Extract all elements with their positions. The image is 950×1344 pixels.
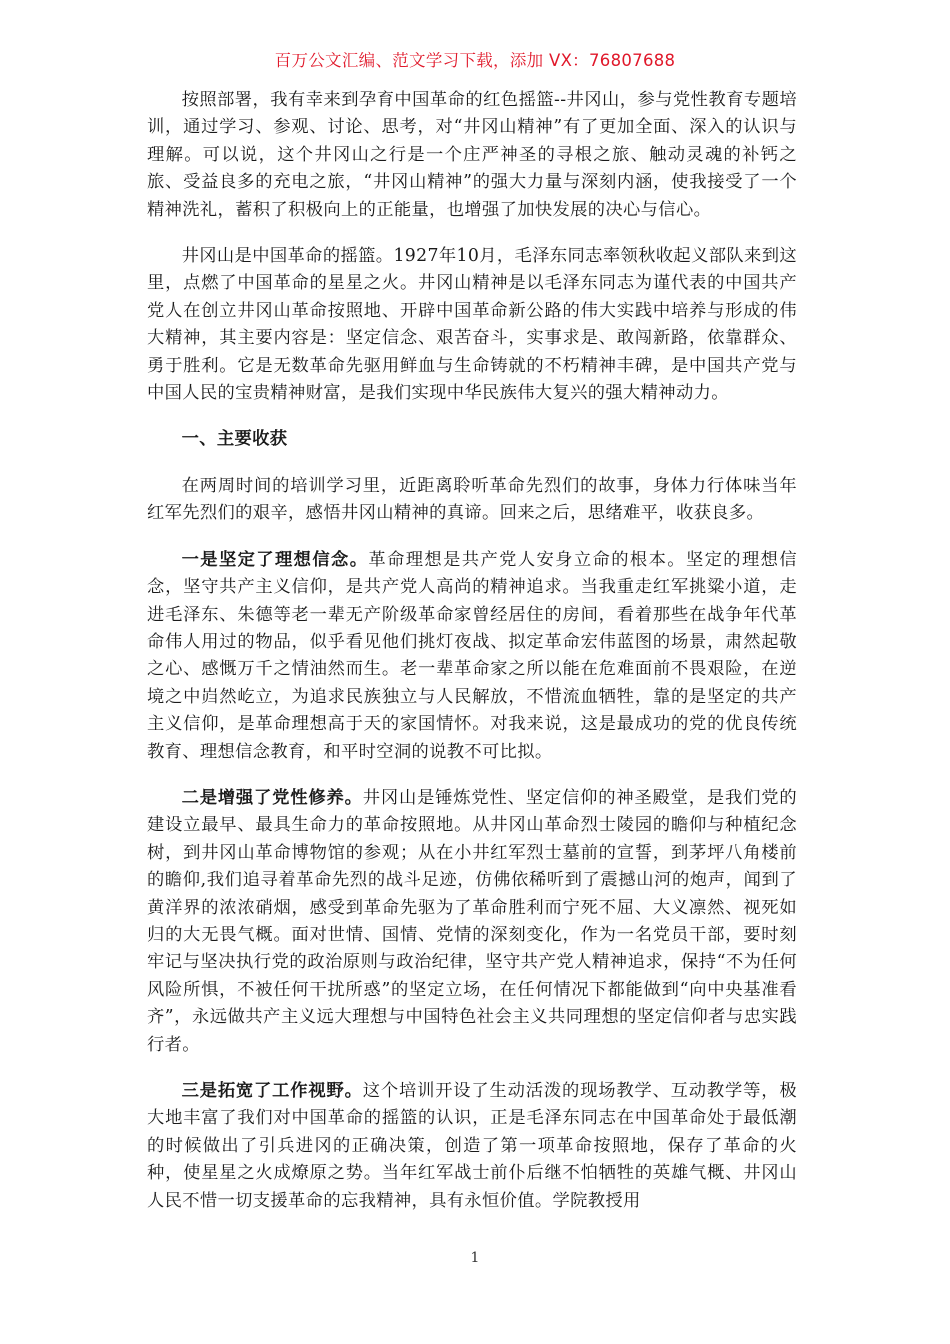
point-one-body: 革命理想是共产党人安身立命的根本。坚定的理想信念，坚守共产主义信仰，是共产党人高尚的精神追求。当我重走红军挑粱小道，走进毛泽东、朱德等老一辈无产阶级革命家曾经居住的房间，看着那些在战争年代革命伟人用过的物品，似乎看见他们挑灯夜战、拟定革命宏伟蓝图的场景，肃然起敬之心、感慨万千之情油然而生。老一辈革命家之所以能在危难面前不畏艰险，在逆境之中岿然屹立，为追求民族独立与人民解放，不惜流血牺牲，靠的是坚定的共产主义信仰，是革命理想高于天的家国情怀。对我来说，这是最成功的党的优良传统教育、理想信念教育，和平时空洞的说教不可比拟。: [147, 549, 797, 762]
point-three-lead: 三是拓宽了工作视野。: [181, 1081, 363, 1101]
document-body: [147, 87, 797, 1234]
background-paragraph: 井冈山是中国革命的摇篮。1927年10月，毛泽东同志率领秋收起义部队来到这里，点燃了中国革命的星星之火。井冈山精神是以毛泽东同志为谨代表的中国共产党人在创立井冈山革命按照地、开辟中国革命新公路的伟大实践中培养与形成的伟大精神，其主要内容是：坚定信念、艰苦奋斗，实事求是、敢闯新路，依靠群众、勇于胜利。它是无数革命先驱用鲜血与生命铸就的不朽精神丰碑，是中国共产党与中国人民的宝贵精神财富，是我们实现中华民族伟大复兴的强大精神动力。: [147, 246, 797, 404]
intro-paragraph: 按照部署，我有幸来到孕育中国革命的红色摇篮--井冈山，参与党性教育专题培训，通过学习、参观、讨论、思考，对“井冈山精神”有了更加全面、深入的认识与理解。可以说，这个井冈山之行是一个庄严神圣的寻根之旅、触动灵魂的补钙之旅、受益良多的充电之旅，“井冈山精神”的强大力量与深刻内涵，使我接受了一个精神洗礼，蓄积了积极向上的正能量，也增强了加快发展的决心与信心。: [147, 90, 797, 220]
page-number: 1: [470, 1250, 480, 1266]
point-two-body: 井冈山是锤炼党性、坚定信仰的神圣殿堂，是我们党的建设立最早、最具生命力的革命按照地。从井冈山革命烈士陵园的瞻仰与种植纪念树，到井冈山革命博物馆的参观；从在小井红军烈士墓前的宣誓，到茅坪八角楼前的瞻仰,我们追寻着革命先烈的战斗足迹，仿佛依稀听到了震撼山河的炮声，闻到了黄洋界的浓浓硝烟，感受到革命先驱为了革命胜利而宁死不屈、大义凛然、视死如归的大无畏气概。面对世情、国情、党情的深刻变化，作为一名党员干部，要时刻牢记与坚决执行党的政治原则与政治纪律，坚守共产党人精神追求，保持“不为任何风险所惧，不被任何干扰所惑”的坚定立场，在任何情况下都能做到“向中央基准看齐”，永远做共产主义远大理想与中国特色社会主义共同理想的坚定信仰者与忠实践行者。: [147, 787, 797, 1055]
section-heading: 一、主要收获: [181, 429, 288, 450]
header-banner: 百万公文汇编、范文学习下载，添加 VX：76807688: [274, 51, 676, 70]
point-three-paragraph: [147, 1078, 797, 1215]
point-two-lead: 二是增强了党性修养。: [181, 787, 363, 808]
point-three-body: 这个培训开设了生动活泼的现场教学、互动教学等，极大地丰富了我们对中国革命的摇篮的认识，正是毛泽东同志在中国革命处于最低潮的时候做出了引兵进冈的正确决策，创造了第一项革命按照地，保存了革命的火种，使星星之火成燎原之势。当年红军战士前仆后继不怕牺牲的英雄气概、井冈山人民不惜一切支援革命的忘我精神，具有永恒价值。学院教授用: [147, 1081, 797, 1211]
point-two-paragraph: [147, 785, 797, 1059]
point-one-lead: 一是坚定了理想信念。: [181, 549, 369, 570]
section-intro-paragraph: 在两周时间的培训学习里，近距离聆听革命先烈们的故事，身体力行体味当年红军先烈们的艰辛，感悟井冈山精神的真谛。回来之后，思绪难平，收获良多。: [147, 475, 797, 524]
point-one-paragraph: [147, 547, 797, 766]
